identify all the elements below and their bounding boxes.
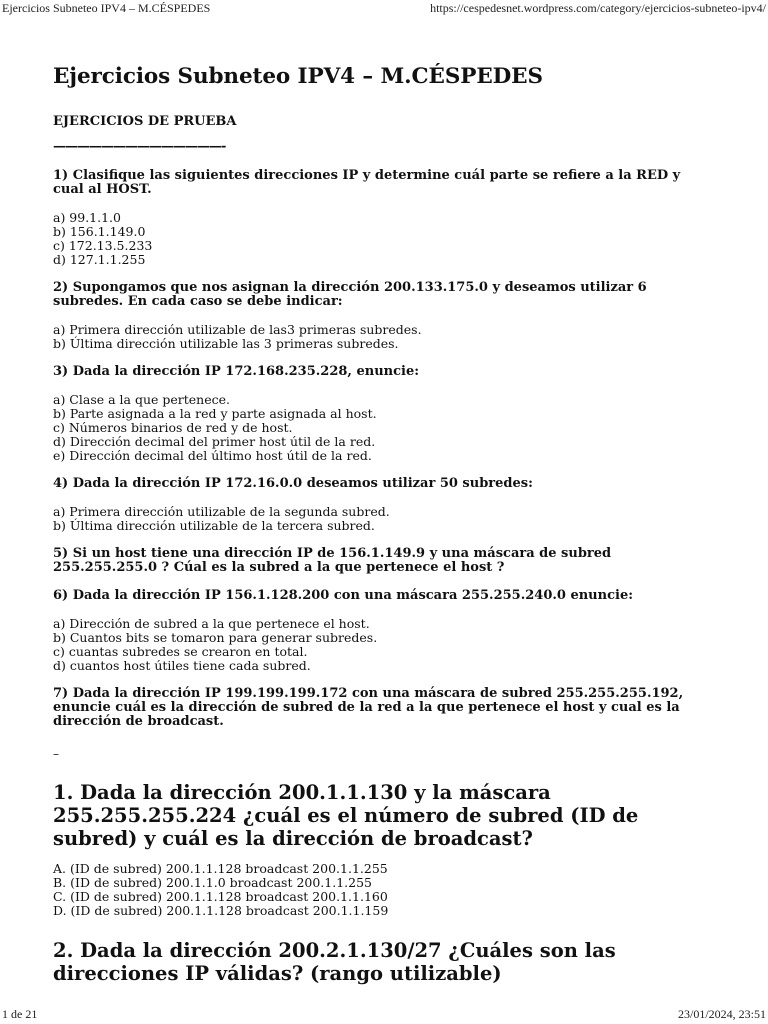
exercise-option: d) cuantos host útiles tiene cada subred. (53, 658, 311, 673)
section-title: EJERCICIOS DE PRUEBA (53, 114, 237, 129)
exercise-option: a) Primera dirección utilizable de la segunda subred. (53, 504, 390, 519)
mc-answers (53, 862, 713, 918)
exercise-options (53, 505, 713, 533)
exercise-option: b) Parte asignada a la red y parte asignada al host. (53, 406, 377, 421)
exercise-option: a) Dirección de subred a la que pertenece el host. (53, 616, 370, 631)
separator: – (53, 747, 59, 761)
print-header-url[interactable]: https://cespedesnet.wordpress.com/category/ejercicios-subneteo-ipv4/ (430, 1, 766, 15)
exercise-question: 1) Clasifique las siguientes direcciones IP y determine cuál parte se refiere a la RED y cual al HOST. (53, 168, 681, 197)
exercise-options (53, 617, 713, 673)
exercise-options (53, 393, 713, 463)
exercise-option: c) cuantas subredes se crearon en total. (53, 644, 308, 659)
exercise-question: 5) Si un host tiene una dirección IP de 156.1.149.9 y una máscara de subred 255.255.255.0 ? Cúal es la subred a la que pertenece el host ? (53, 546, 612, 575)
mc-question-heading: 2. Dada la dirección 200.2.1.130/27 ¿Cuáles son las direcciones IP válidas? (rango utilizable) (53, 939, 616, 985)
exercise-options (53, 323, 713, 351)
exercise-option: e) Dirección decimal del último host útil de la red. (53, 448, 372, 463)
page-number: 1 de 21 (2, 1007, 38, 1021)
exercise-option: b) Cuantos bits se tomaron para generar subredes. (53, 630, 378, 645)
print-header-title: Ejercicios Subneteo IPV4 – M.CÉSPEDES (2, 1, 211, 15)
print-datetime: 23/01/2024, 23:51 (677, 1007, 766, 1021)
mc-answer: D. (ID de subred) 200.1.1.128 broadcast 200.1.1.159 (53, 903, 389, 918)
exercise-option: a) 99.1.1.0 (53, 210, 121, 225)
mc-answer: C. (ID de subred) 200.1.1.128 broadcast 200.1.1.160 (53, 889, 388, 904)
exercise-option: b) 156.1.149.0 (53, 224, 146, 239)
exercise-question: 2) Supongamos que nos asignan la dirección 200.133.175.0 y deseamos utilizar 6 subredes. En cada caso se debe indicar: (53, 280, 647, 309)
article-content (53, 62, 713, 985)
mc-question-heading: 1. Dada la dirección 200.1.1.130 y la máscara 255.255.255.224 ¿cuál es el número de subred (ID de subred) y cuál es la dirección de broadcast? (53, 781, 639, 850)
exercise-option: a) Clase a la que pertenece. (53, 392, 230, 407)
print-footer (0, 1008, 768, 1024)
exercise-question: 4) Dada la dirección IP 172.16.0.0 deseamos utilizar 50 subredes: (53, 476, 533, 491)
exercise-question: 3) Dada la dirección IP 172.168.235.228, enuncie: (53, 364, 420, 379)
exercise-question: 6) Dada la dirección IP 156.1.128.200 con una máscara 255.255.240.0 enuncie: (53, 588, 634, 603)
exercise-option: c) Números binarios de red y de host. (53, 420, 293, 435)
exercise-option: b) Última dirección utilizable de la tercera subred. (53, 518, 375, 533)
exercise-option: b) Última dirección utilizable las 3 primeras subredes. (53, 336, 399, 351)
exercise-option: c) 172.13.5.233 (53, 238, 153, 253)
exercise-question: 7) Dada la dirección IP 199.199.199.172 con una máscara de subred 255.255.255.192, enuncie cuál es la dirección de subred de la red a la que pertenece el host y cual es la dirección de broadcast. (53, 686, 684, 729)
exercise-option: d) 127.1.1.255 (53, 252, 146, 267)
section-rule: ——————————————- (53, 139, 226, 154)
exercise-option: a) Primera dirección utilizable de las3 primeras subredes. (53, 322, 422, 337)
mc-answer: A. (ID de subred) 200.1.1.128 broadcast 200.1.1.255 (53, 861, 388, 876)
exercise-option: d) Dirección decimal del primer host útil de la red. (53, 434, 376, 449)
print-header (0, 0, 768, 16)
exercise-options (53, 211, 713, 267)
mc-answer: B. (ID de subred) 200.1.1.0 broadcast 200.1.1.255 (53, 875, 372, 890)
page-title: Ejercicios Subneteo IPV4 – M.CÉSPEDES (53, 64, 543, 89)
